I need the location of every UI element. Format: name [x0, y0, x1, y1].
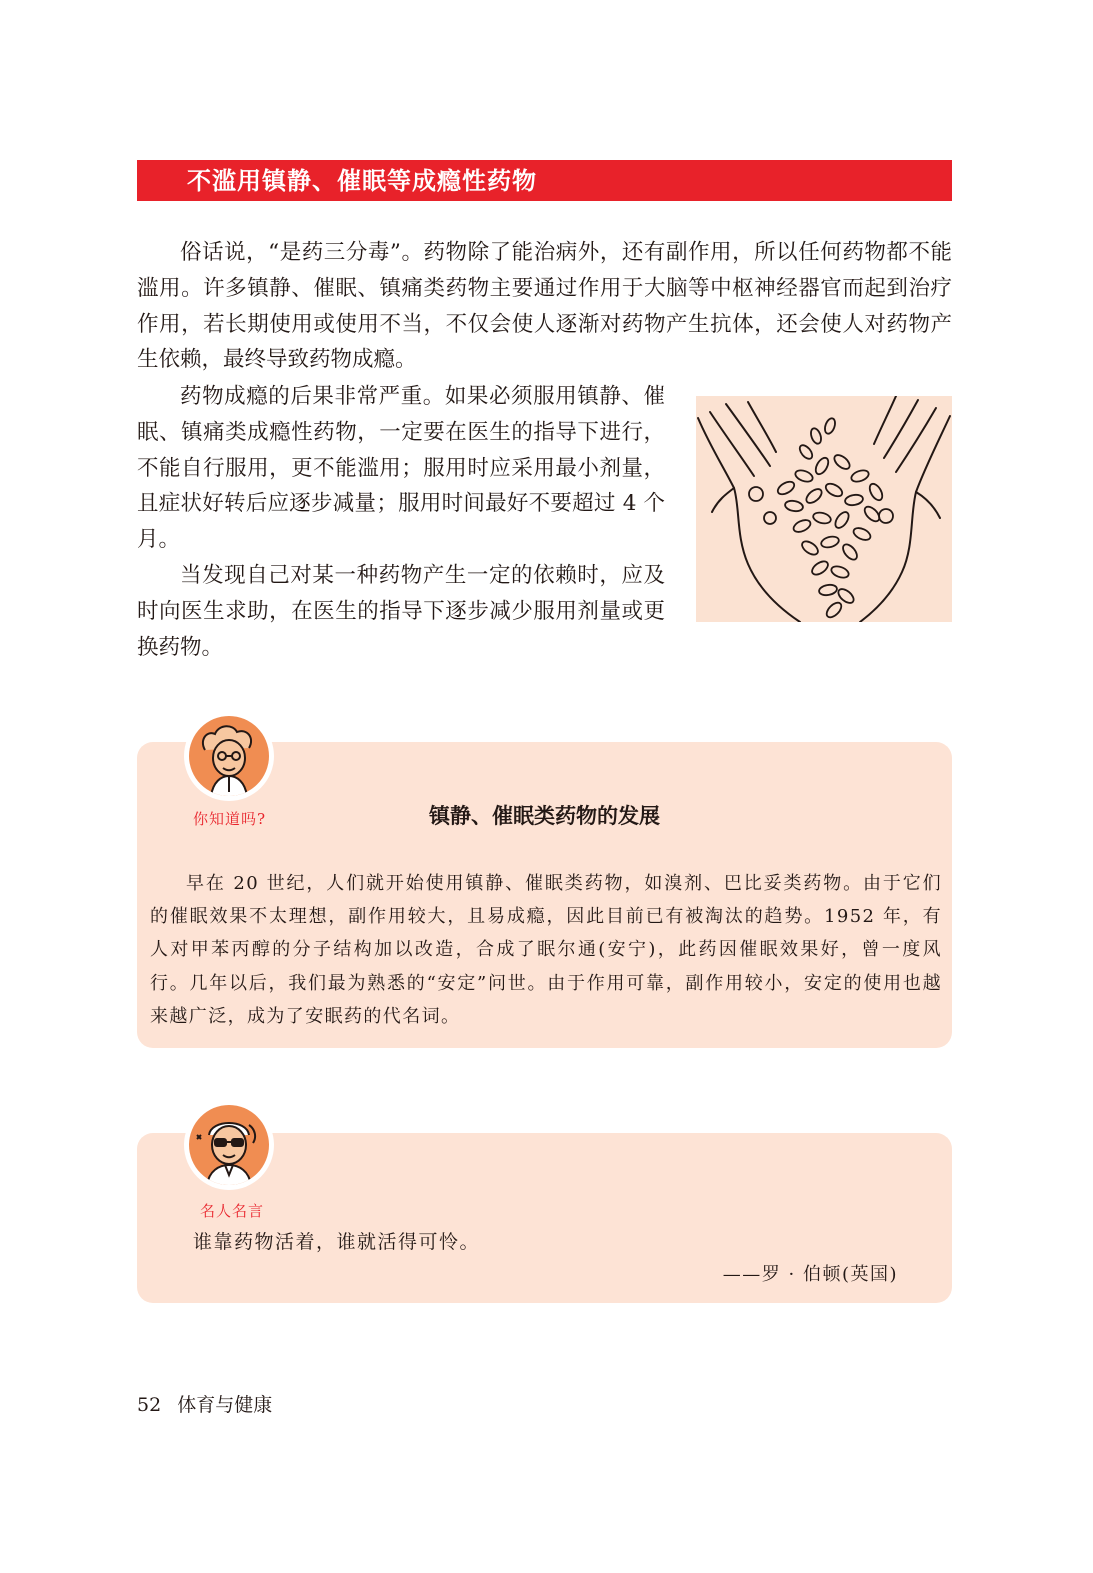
- section-title-banner: [137, 160, 952, 201]
- famous-quote-label: 名人名言: [200, 1202, 265, 1220]
- page-number: 52: [137, 1394, 162, 1416]
- paragraph-3: 当发现自己对某一种药物产生一定的依赖时，应及时向医生求助，在医生的指导下逐步减少服用剂量或更换药物。: [137, 563, 665, 660]
- quote-author: ——罗 · 伯顿(英国): [722, 1264, 898, 1285]
- page-footer: [137, 1391, 272, 1419]
- did-you-know-title: 镇静、催眠类药物的发展: [429, 804, 660, 828]
- hands-holding-pills-illustration: [696, 396, 952, 622]
- paragraph-1: 俗话说，“是药三分毒”。药物除了能治病外，还有副作用，所以任何药物都不能滥用。许多镇静、催眠、镇痛类药物主要通过作用于大脑等中枢神经器官而起到治疗作用，若长期使用或使用不当，不仅会使人逐渐对药物产生抗体，还会使人对药物产生依赖，最终导致药物成瘾。: [137, 240, 952, 373]
- professor-avatar-icon: [184, 711, 274, 801]
- section-title: 不滥用镇静、催眠等成瘾性药物: [187, 167, 537, 195]
- paragraph-2: 药物成瘾的后果非常严重。如果必须服用镇静、催眠、镇痛类成瘾性药物，一定要在医生的指导下进行，不能自行服用，更不能滥用；服用时应采用最小剂量，且症状好转后应逐步减量；服用时间最好不要超过 4 个月。: [137, 384, 665, 553]
- quote-text: 谁靠药物活着，谁就活得可怜。: [193, 1231, 481, 1253]
- did-you-know-label: 你知道吗?: [193, 810, 267, 828]
- book-title: 体育与健康: [177, 1394, 273, 1416]
- famous-person-avatar-icon: [184, 1100, 274, 1190]
- did-you-know-text: 早在 20 世纪，人们就开始使用镇静、催眠类药物，如溴剂、巴比妥类药物。由于它们的催眠效果不太理想，副作用较大，且易成瘾，因此目前已有被淘汰的趋势。1952 年，有人对甲苯丙醇的分子结构加以改造，合成了眠尔通(安宁)，此药因催眠效果好，曾一度风行。几年以后，我们最为熟悉的“安定”问世。由于作用可靠，副作用较小，安定的使用也越来越广泛，成为了安眠药的代名词。: [150, 873, 942, 1027]
